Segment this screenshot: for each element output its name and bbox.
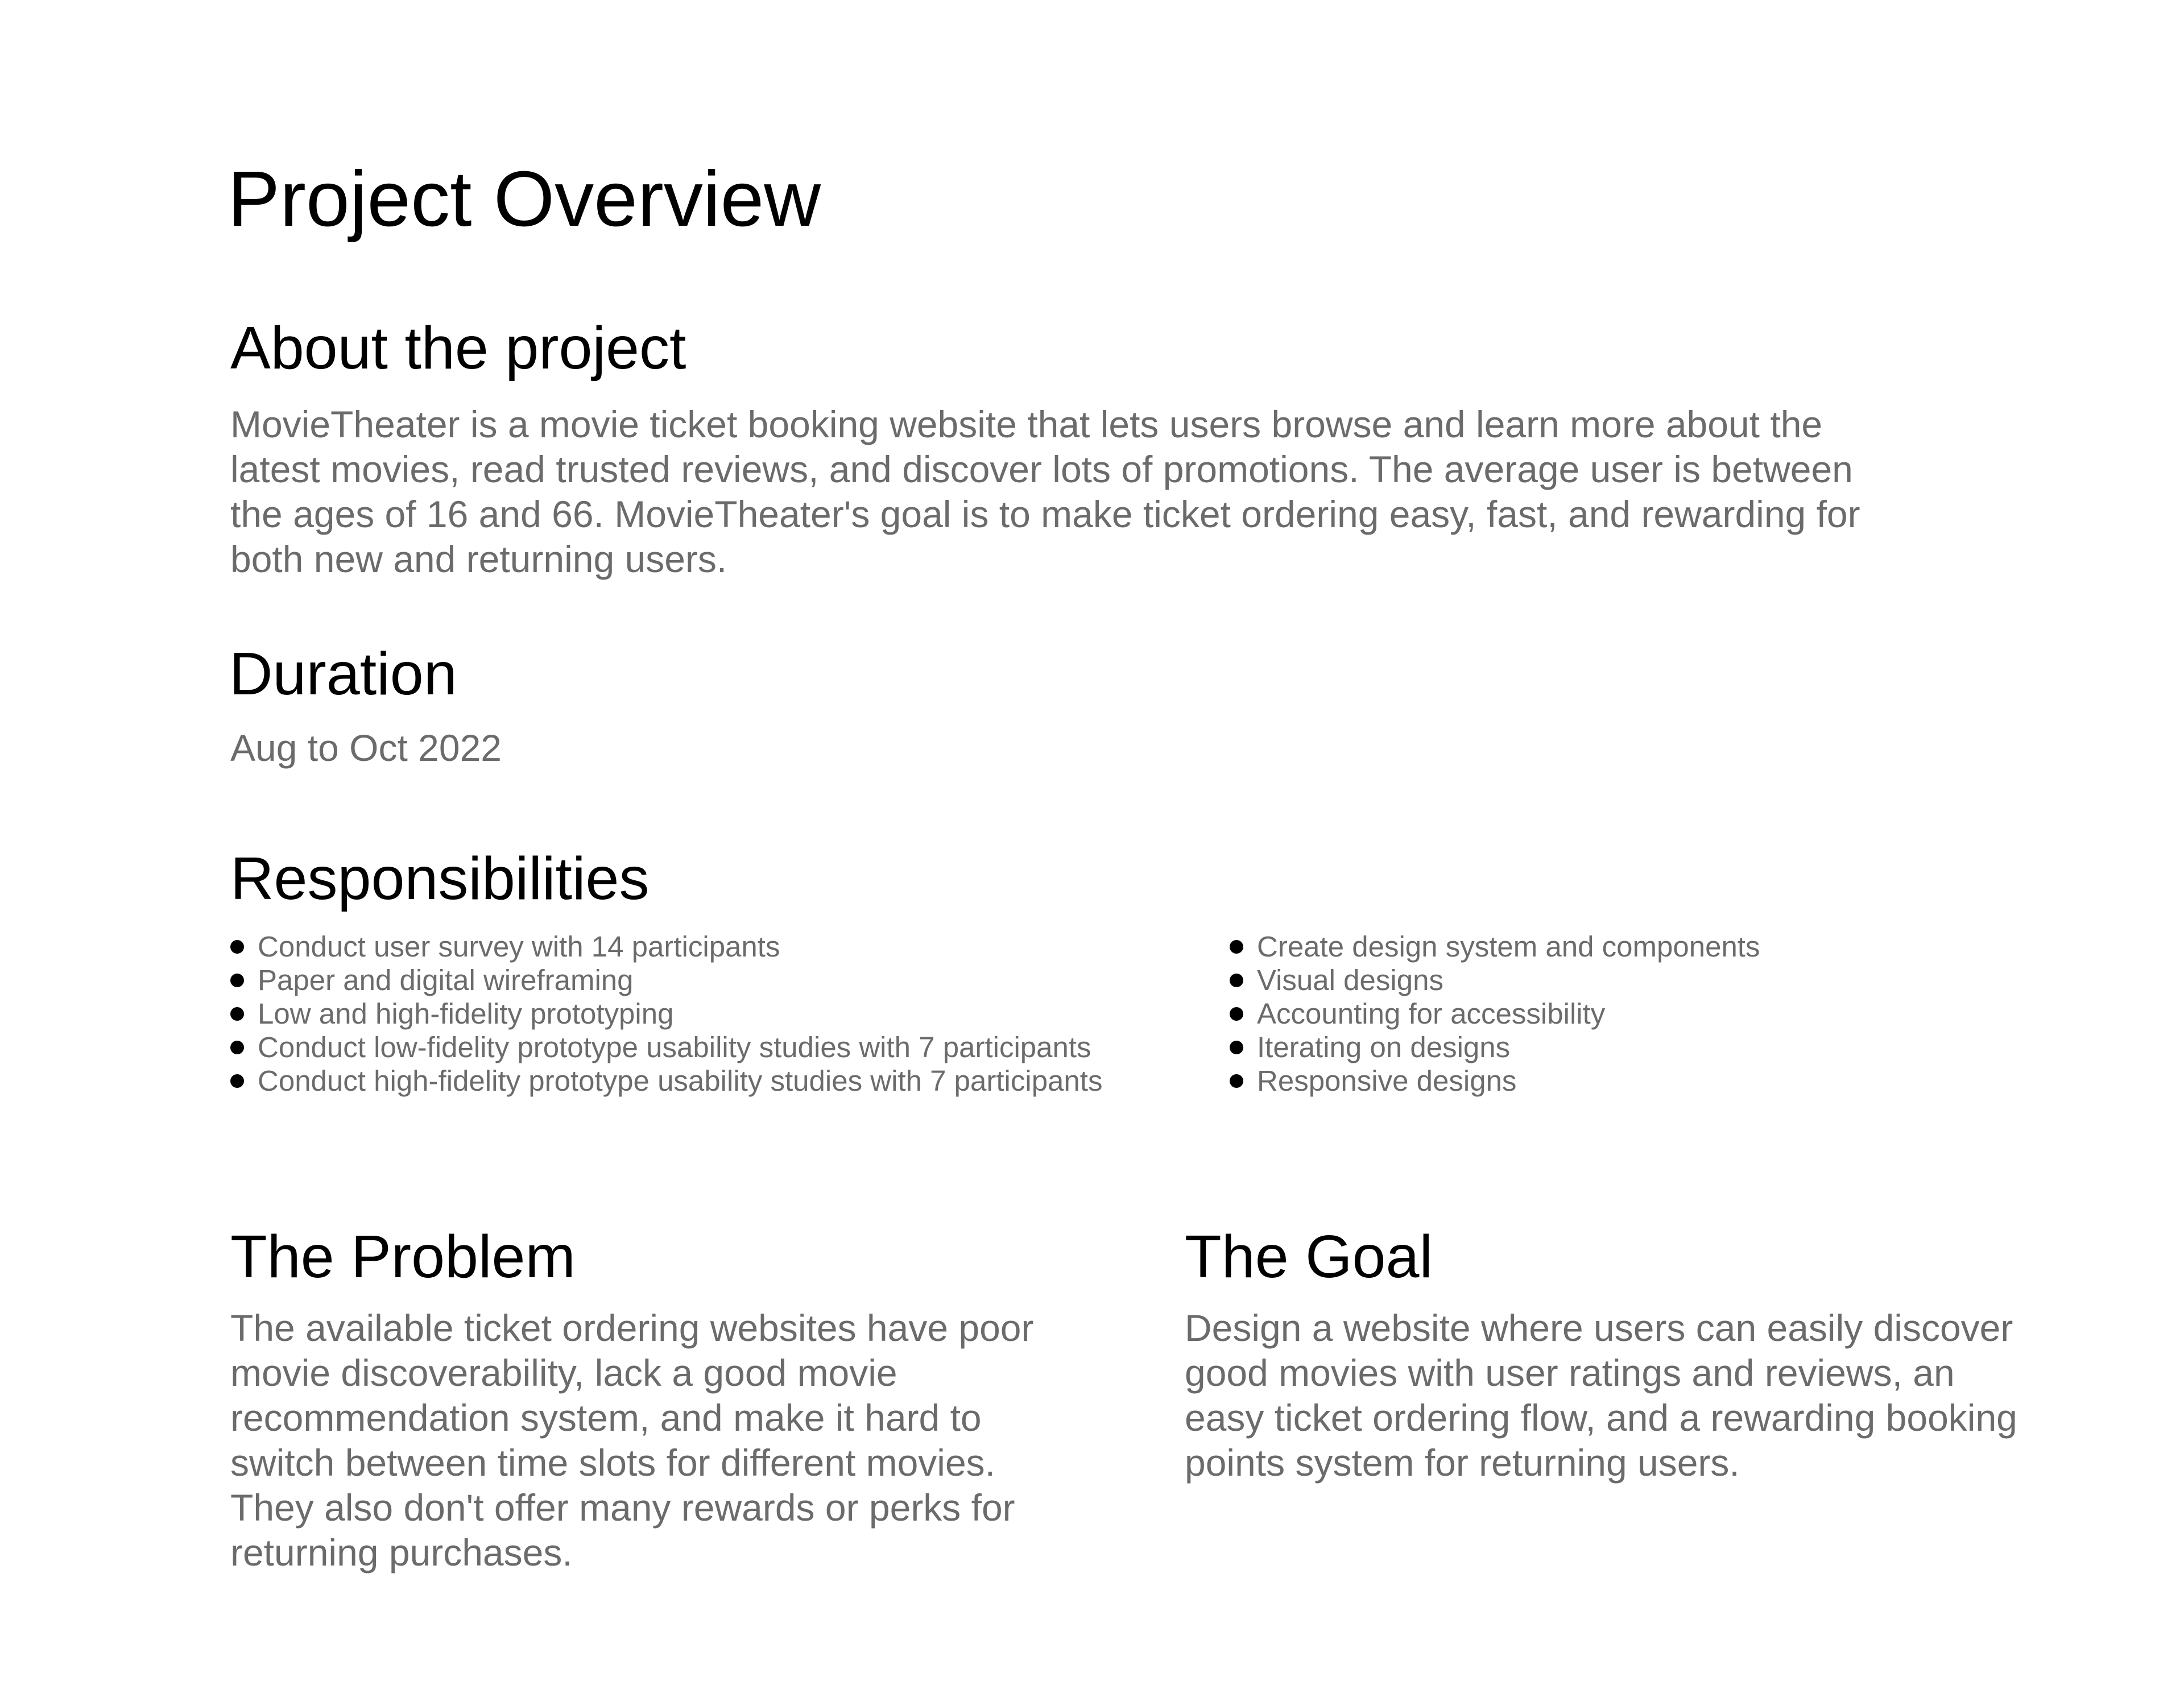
list-item-text: Accounting for accessibility: [1257, 997, 1606, 1030]
bullet-icon: [230, 1007, 244, 1021]
bullet-icon: [230, 940, 244, 954]
duration-heading: Duration: [229, 640, 457, 707]
goal-heading: The Goal: [1185, 1223, 1433, 1290]
responsibilities-list-left: [230, 930, 1169, 1098]
list-item: [230, 1030, 1169, 1064]
about-description: MovieTheater is a movie ticket booking website that lets users browse and learn more about the latest movies, read trusted reviews, and discover lots of promotions. The average user is between the ages of 16 and 66. MovieTheater's goal is to make ticket ordering easy, fast, and rewarding for both new and returning users.: [230, 403, 1860, 580]
list-item: [1230, 1064, 2083, 1098]
bullet-icon: [1230, 1074, 1243, 1088]
list-item: [230, 1064, 1169, 1098]
problem-heading: The Problem: [230, 1223, 576, 1290]
bullet-icon: [230, 1041, 244, 1054]
list-item: [230, 963, 1169, 997]
bullet-icon: [1230, 974, 1243, 987]
list-item: [1230, 930, 2083, 963]
list-item-text: Responsive designs: [1257, 1065, 1517, 1097]
list-item: [1230, 1030, 2083, 1064]
goal-description: Design a website where users can easily discover good movies with user ratings and reviews, an easy ticket ordering flow, and a rewarding booking points system for returning users.: [1185, 1307, 2017, 1484]
responsibilities-list-right: [1230, 930, 2083, 1098]
list-item-text: Conduct low-fidelity prototype usability studies with 7 participants: [258, 1031, 1091, 1063]
list-item-text: Paper and digital wireframing: [258, 964, 634, 996]
list-item: [230, 997, 1169, 1030]
list-item: [1230, 997, 2083, 1030]
bullet-icon: [1230, 1007, 1243, 1021]
bullet-icon: [1230, 1041, 1243, 1054]
list-item-text: Create design system and components: [1257, 930, 1760, 963]
page-title: Project Overview: [228, 155, 821, 243]
list-item: [230, 930, 1169, 963]
about-heading: About the project: [230, 314, 686, 382]
problem-description: The available ticket ordering websites have poor movie discoverability, lack a good movie recommendation system, and make it hard to switch between time slots for different movies. They also don't offer many rewards or perks for returning purchases.: [230, 1307, 1034, 1574]
bullet-icon: [230, 1074, 244, 1088]
responsibilities-heading: Responsibilities: [230, 845, 650, 912]
list-item: [1230, 963, 2083, 997]
duration-value: Aug to Oct 2022: [230, 727, 502, 769]
list-item-text: Iterating on designs: [1257, 1031, 1511, 1063]
bullet-icon: [230, 974, 244, 987]
bullet-icon: [1230, 940, 1243, 954]
list-item-text: Visual designs: [1257, 964, 1443, 996]
list-item-text: Low and high-fidelity prototyping: [258, 997, 674, 1030]
list-item-text: Conduct user survey with 14 participants: [258, 930, 780, 963]
list-item-text: Conduct high-fidelity prototype usability studies with 7 participants: [258, 1065, 1103, 1097]
